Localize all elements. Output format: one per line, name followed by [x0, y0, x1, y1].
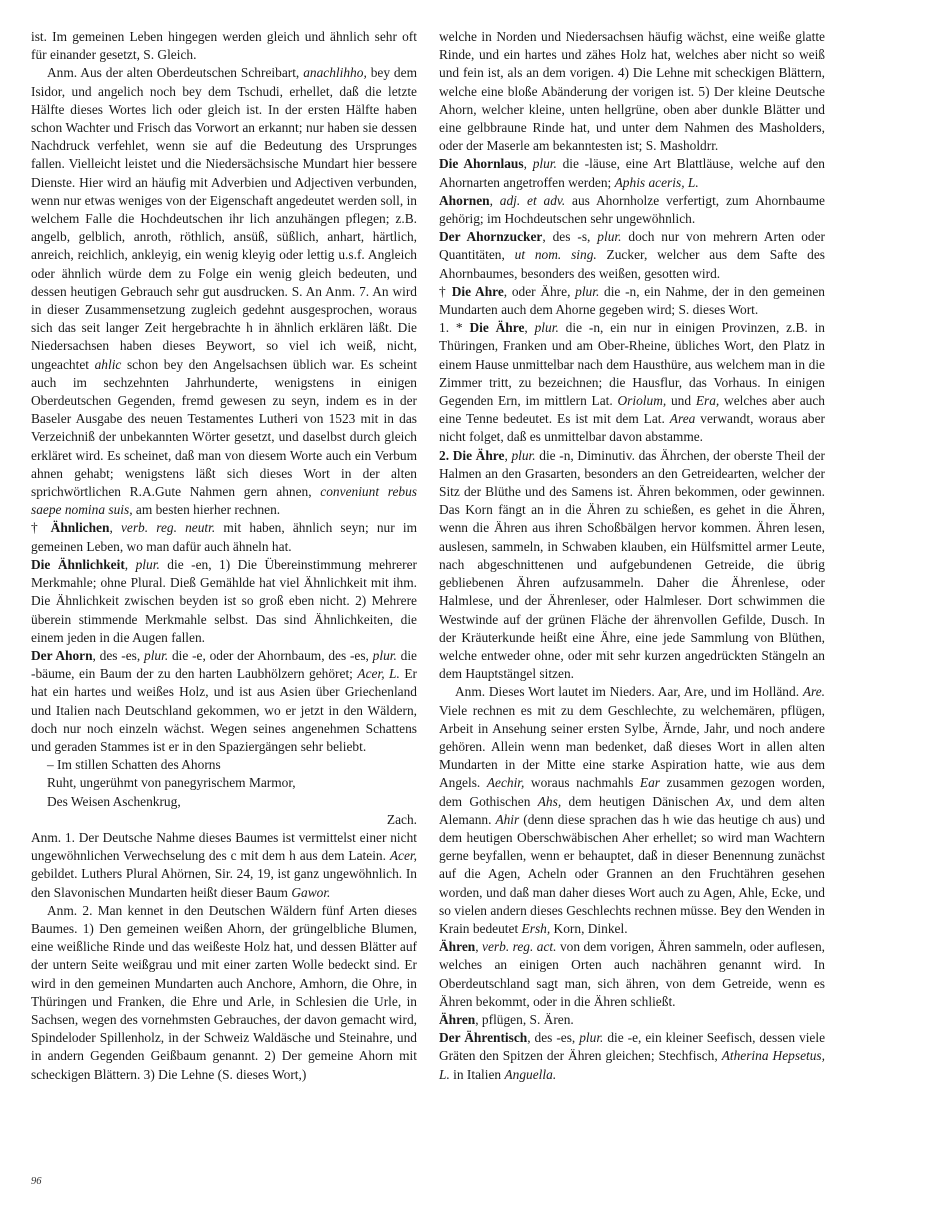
italic-term: Gawor.: [291, 884, 331, 900]
headword: Die Ahornlaus: [439, 156, 524, 172]
italic-term: Acer, L.: [357, 666, 400, 682]
text-run: die -bäume, ein Baum der zu den harten Laubhölzern gehöret;: [31, 647, 417, 682]
citation-author: [31, 811, 417, 829]
italic-term: anachlihho,: [303, 65, 367, 81]
italic-term: plur.: [532, 156, 557, 172]
italic-term: adj. et adv.: [499, 192, 566, 208]
italic-term: Area: [669, 411, 696, 427]
italic-term: Aechir,: [486, 775, 525, 791]
italic-term: ut nom. sing.: [514, 247, 597, 263]
entry-paragraph: [31, 64, 417, 519]
entry-paragraph: [31, 902, 417, 1084]
text-run: zusammen gezogen worden, dem Gothischen: [439, 775, 825, 809]
headword: Ähnlichen: [50, 520, 110, 536]
italic-term: ahlic: [94, 356, 122, 372]
italic-term: Are.: [802, 684, 825, 700]
text-run: die -n, ein Nahme, der in den gemeinen Mundarten auch dem Ahorne gegeben wird; S. dieses Wort.: [439, 283, 825, 318]
text-run: Zach.: [386, 811, 417, 827]
text-run: ,: [475, 939, 483, 955]
text-run: die -e, oder der Ahornbaum, des -es,: [168, 647, 373, 663]
entry-paragraph: [439, 683, 825, 938]
entry-paragraph: [31, 556, 417, 647]
entry-paragraph: [439, 155, 825, 191]
text-run: Viele rechnen es mit zu dem Geschlechte, zu welchemären, pflügen, Arbeit in Ansehung seiner ersten Sylbe, Ärnde, Jahr, und noch andere gehören. Allein wenn man bedenket, daß dieses Wort in allen alten Mundarten in der Mitte eine starke Aspiration hatte, wie aus dem Angels.: [439, 702, 825, 791]
italic-term: Ahir: [495, 811, 520, 827]
text-run: welche in Norden und Niedersachsen häufig wächst, eine weiße glatte Rinde, und ein hartes und zähes Holz hat, welches aber nicht so weiß und fein ist, als an dem vorigen. 4) Die Lehne mit scheckigen Blättern, welche eine bloße Abänderung der vorigen ist. 5) Der kleine Deutsche Ahorn, welcher kleine, unten hellgrüne, oben aber dunkle Blätter und eine gelbbraune Rinde hat, und unter dem Nahmen des Masholders, oder der Maserle am bekanntesten ist; S. Masholdrr.: [439, 29, 825, 154]
text-run: ist. Im gemeinen Leben hingegen werden gleich und ähnlich sehr oft für einander gesetzt, S. Gleich.: [31, 29, 417, 63]
text-run: , oder Ähre,: [503, 283, 576, 299]
text-run: Anm. Dieses Wort lautet im Nieders. Aar, Are, und im Holländ.: [455, 684, 803, 700]
text-run: ,: [109, 520, 121, 536]
headword: Der Ahorn: [31, 647, 93, 663]
verse-line: [31, 756, 417, 774]
text-run: die -en, 1) Die Übereinstimmung mehrerer Merkmahle; ohne Plural. Dieß Gemählde hat viel Ähnlichkeit mit ihm. Die Ähnlichkeit zwischen beyden ist so groß eben nicht. 2) Mehrere überein stimmende Merkmahle selbst. Das sind Ähnlichkeiten, die einem jeden in die Augen fallen.: [31, 556, 417, 645]
italic-term: plur.: [597, 229, 622, 245]
text-run: Zucker, welcher aus dem Safte des Ahornbaumes, besonders des weißen, gesotten wird.: [439, 247, 825, 281]
entry-paragraph: [439, 192, 825, 228]
italic-term: plur.: [511, 447, 536, 463]
headword: Die Ähre: [469, 320, 525, 336]
entry-paragraph: [31, 519, 417, 555]
entry-paragraph: [31, 829, 417, 902]
text-run: aus Ahornholze verfertigt, zum Ahornbaume gehörig; im Hochdeutschen sehr ungewöhnlich.: [439, 192, 825, 227]
text-run: die -e, ein kleiner Seefisch, dessen viele Gräten den Spitzen der Ähren gleichen; Stechfisch,: [439, 1030, 826, 1064]
text-run: am besten hierher rechnen.: [132, 502, 281, 518]
text-run: doch nur von mehrern Arten oder Quantitäten,: [439, 229, 825, 263]
text-run: 1. *: [439, 320, 470, 336]
headword: 2. Die Ähre: [439, 447, 505, 463]
headword: Ahornen: [439, 192, 490, 208]
text-run: , pflügen, S. Ären.: [475, 1011, 574, 1027]
text-run: und: [666, 393, 696, 409]
text-run: (denn diese sprachen das h wie das heutige ch aus) und dem heutigen Oberschwäbischen Aher erhellet; so wird man Wachtern gerne beyfallen, wenn er behauptet, daß in dieser Benennung zunächst auf die Agen, Acheln oder Grannen an den Fruchtähren gesehen worden, und daß man daher dieses Wort auch zu Agen, Ahle, Ecke, und so vielen andern dieses Geschlechts rechnen müsse. Bey den Wenden in Krain bedeutet: [439, 811, 826, 936]
italic-term: plur.: [372, 647, 397, 663]
text-run: – Im stillen Schatten des Ahorns: [47, 757, 221, 773]
text-run: verwandt, woraus aber nicht folget, daß es unmittelbar davon abstamme.: [439, 411, 825, 445]
text-run: Anm. Aus der alten Oberdeutschen Schreibart,: [47, 65, 304, 81]
italic-term: plur.: [579, 1030, 604, 1046]
text-run: woraus nachmahls: [524, 775, 640, 791]
text-run: , des -s,: [542, 229, 598, 245]
text-run: †: [31, 520, 51, 536]
headword: Die Ähnlichkeit: [31, 556, 125, 572]
entry-paragraph: [439, 447, 825, 684]
italic-term: Aphis aceris, L.: [614, 174, 699, 190]
page-number: 96: [31, 1176, 42, 1187]
text-run: Des Weisen Aschenkrug,: [47, 793, 181, 809]
text-run: in Italien: [449, 1066, 505, 1082]
text-run: ,: [489, 192, 500, 208]
text-run: ,: [124, 556, 136, 572]
italic-term: plur.: [144, 647, 169, 663]
text-run: mit haben, ähnlich seyn; nur im gemeinen Leben, wo man dafür auch ähneln hat.: [31, 520, 417, 554]
italic-term: Ersh,: [521, 920, 551, 936]
left-text-column: [31, 28, 417, 1084]
entry-paragraph: [439, 319, 825, 446]
verse-line: [31, 793, 417, 811]
italic-term: Era,: [695, 393, 720, 409]
entry-paragraph: [439, 228, 825, 283]
headword: Ähren: [439, 939, 476, 955]
entry-paragraph: [439, 938, 825, 1011]
text-run: die -läuse, eine Art Blattläuse, welche auf den Ahornarten angetroffen werden;: [439, 156, 825, 190]
text-run: , des -es,: [527, 1030, 580, 1046]
entry-paragraph: [31, 647, 417, 756]
text-run: dem heutigen Dänischen: [561, 793, 717, 809]
italic-term: plur.: [575, 283, 600, 299]
text-run: Ruht, ungerühmt von panegyrischem Marmor,: [47, 775, 296, 791]
text-run: Korn, Dinkel.: [550, 920, 628, 936]
entry-paragraph: [439, 28, 825, 155]
text-run: die -n, ein nur in einigen Provinzen, z.B. in Thüringen, Franken und am Ober-Rheine, übliches Wort, den Platz in einem Hause unmittelbar nach dem Hausthüre, aus welchem man in die Zimmer tritt, zu bezeichnen; die Hausflur, das Vorhaus. In einigen Gegenden Ern, im mittlern Lat.: [439, 320, 825, 409]
italic-term: Ax,: [716, 793, 734, 809]
italic-term: conveniunt rebus saepe nomina suis,: [31, 484, 418, 518]
verse-line: [31, 774, 417, 792]
entry-paragraph: [439, 283, 825, 319]
text-run: ,: [504, 447, 512, 463]
italic-term: plur.: [135, 556, 160, 572]
italic-term: verb. reg. act.: [482, 939, 557, 955]
italic-term: Acer,: [389, 848, 417, 864]
italic-term: plur.: [534, 320, 559, 336]
italic-term: Ear: [639, 775, 661, 791]
headword: Die Ahre: [451, 283, 504, 299]
text-run: †: [439, 283, 452, 299]
text-run: und dem alten Alemann.: [439, 793, 825, 827]
entry-paragraph: [439, 1029, 825, 1084]
text-run: von dem vorigen, Ähren sammeln, oder auflesen, welches an einigen Orten auch nachähren genannt wird. In Oberdeutschland sagt man, sich ähren, von dem Getreide, wenn es Ähren bekommt, oder in die Ähren schließt.: [439, 939, 825, 1009]
text-run: , des -es,: [92, 647, 144, 663]
italic-term: Anguella.: [504, 1066, 557, 1082]
text-run: Anm. 2. Man kennet in den Deutschen Wäldern fünf Arten dieses Baumes. 1) Den gemeinen weißen Ahorn, der grüngelbliche Blumen, eine weißliche Rinde und das weißeste Holz hat, und dessen Blätter auf der untern Seite weißgrau und mit einer zarten Wolle bedeckt sind. Er wird in den gemeinen Mundarten auch Anchore, Amhorn, die Ohre, in Thüringen und Franken, die Ehre und Arle, in Schlesien die Urle, in Sachsen, wegen des vornehmsten Gebrauches, der davon gemacht wird, Spindeloder Spillenholz, in der Schweiz Waldäsche und Steinahre, und in andern Gegenden Geißbaum genannt. 2) Der gemeine Ahorn mit scheckigen Blättern. 3) Die Lehne (S. dieses Wort,): [31, 902, 417, 1082]
text-run: schon bey den Angelsachsen üblich war. Es scheint auch im sechzehnten Jahrhunderte, wenigstens in einigen Oberdeutschen Gegenden, fremd gewesen zu seyn, indem es in der Baseler Ausgabe des neuen Testamentes Lutheri von 1523 mit in das Verzeichniß der unbekannten Wörter gesetzt, und daselbst durch gleich erkläret wird. Es scheinet, daß man von diesem Worte auch ein Verbum ahnen gehabt; wenigstens läßt sich dieses Wort in der alten sprichwörtlichen R.A.Gute Nahmen gern ahnen,: [31, 356, 417, 500]
text-run: ,: [523, 156, 533, 172]
text-run: Er hat ein hartes und weißes Holz, und ist aus Asien über Griechenland und Italien nach Deutschland gekommen, wo er jetzt in den Wäldern, doch nur noch einzeln wächst. Wegen seines angenehmen Schattens und geraden Stammes ist er in den Spaziergängen sehr beliebt.: [31, 666, 417, 754]
text-run: die -n, Diminutiv. das Ährchen, der oberste Theil der Halmen an den Grasarten, besonders an den Getreidearten, welcher der Sitz der Blüthe und des Samens ist. Ähren bekommen, oder gewinnen. Das Korn fängt an in die Ähren zu schießen, es gehet in die Ähren, wenn die Ähren aus ihren Schoßbälgen hervor kommen. Ähren lesen, auslesen, sammeln, in Schwaben klauben, ein Hülfsmittel armer Leute, nach abgeschnittenen und aufgebundenen Getreide, die übrig gebliebenen Ähren aufzusammeln. Daher die Ährenlese, oder Halmlese, und der Ährenleser, oder Halmleser. Dort schwimmen die Westwinde auf der grünen Fläche der ährenvollen Gefilde, Dusch. In der Kräuterkunde heißt eine Ähre, eine jede Sammlung von Blüthen, welche entweder ohne, oder mit sehr kurzen angedrückten Stängeln an dem Hauptstängel sitzen.: [439, 447, 825, 682]
text-run: bey dem Isidor, und angelich noch bey dem Tschudi, erhellet, daß die letzte Hälfte dieses Wortes lich oder gleich ist. In der ersten Hälfte haben schon Wachter und Frisch das Vorwort an erkannt; nur haben sie dessen Nachdruck verfehlet, wenn sie auf die Bedeutung des Ursprunges fallen. Vielleicht leistet und die Niedersächsische Mundart hier bessere Dienste. Hier wird an häufig mit Adverbien und Adjectiven verbunden, wenn nur etwas weniges von der Eigenschaft angedeutet werden soll, in welchem Falle die Hochdeutschen ihr lich anzuhängen pflegen; z.B. angelb, gelblich, anroth, röthlich, ansüß, süßlich, anhart, härtlich, anreich, reichlich, ankleyig, ein wenig kleyig oder lettig u.s.f. Angleich oder ähnlich würde dem zu Folge ein wenig gleich bedeuten, und dessen heutigen Gebrauch sehr gut ausdrucken. S. An Anm. 7. An wird in dieser Zusammensetzung zugleich gedehnt ausgesprochen, woraus sich das seit langer Zeit hergebrachte h in ähnlich erklären läßt. Die Niedersachsen haben dieses Beywort, so viel ich weiß, nicht, ungeachtet: [31, 65, 417, 372]
italic-term: Atherina Hepsetus, L.: [439, 1048, 825, 1082]
entry-paragraph: [439, 1011, 825, 1029]
text-run: gebildet. Luthers Plural Ahörnen, Sir. 24, 19, ist ganz ungewöhnlich. In den Slavonischen Mundarten heißt dieser Baum: [31, 866, 417, 900]
entry-paragraph: [31, 28, 417, 64]
text-run: Anm. 1. Der Deutsche Nahme dieses Baumes ist vermittelst einer nicht ungewöhnlichen Verwechselung des c mit dem h aus dem Latein.: [31, 829, 417, 864]
headword: Ähren: [439, 1011, 476, 1027]
italic-term: Oriolum,: [617, 393, 667, 409]
headword: Der Ahornzucker: [439, 229, 543, 245]
text-run: ,: [524, 320, 535, 336]
italic-term: Ahs,: [537, 793, 562, 809]
right-text-column: [439, 28, 825, 1084]
headword: Der Ährentisch: [439, 1030, 528, 1046]
italic-term: verb. reg. neutr.: [120, 520, 216, 536]
text-run: welches aber auch eine Tenne bedeutet. Es ist mit dem Lat.: [439, 393, 825, 427]
